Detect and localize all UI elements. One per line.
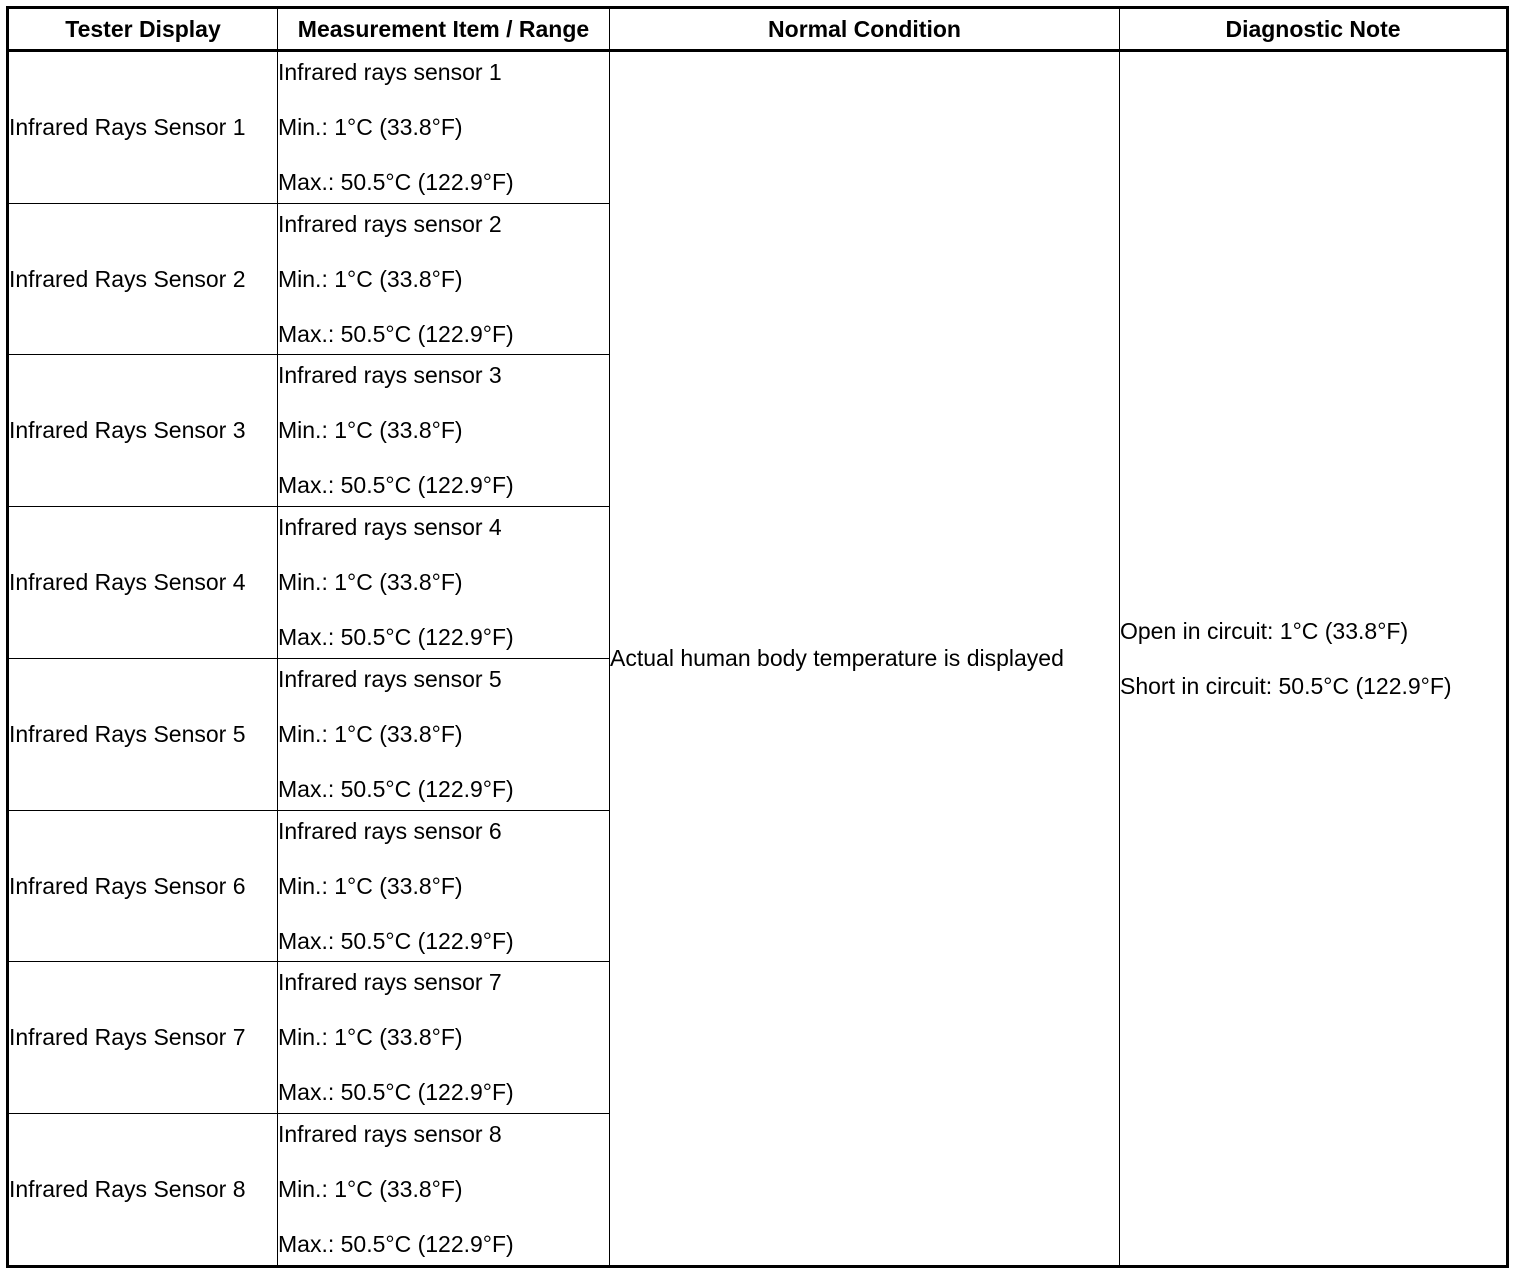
measurement-item: Infrared rays sensor 1 (278, 58, 502, 85)
normal-condition-cell: Actual human body temperature is displayed (610, 51, 1120, 1267)
table-row (8, 51, 1508, 204)
measurement-cell (278, 203, 610, 355)
measurement-max: Max.: 50.5°C (122.9°F) (278, 472, 514, 499)
diagnostic-note-cell (1120, 51, 1508, 1267)
header-tester-display: Tester Display (8, 8, 278, 51)
measurement-cell (278, 355, 610, 507)
measurement-min: Min.: 1°C (33.8°F) (278, 265, 463, 292)
measurement-item: Infrared rays sensor 4 (278, 514, 502, 541)
measurement-cell (278, 51, 610, 204)
measurement-item: Infrared rays sensor 8 (278, 1121, 502, 1148)
tester-display-cell: Infrared Rays Sensor 1 (8, 51, 278, 204)
measurement-max: Max.: 50.5°C (122.9°F) (278, 1231, 514, 1258)
measurement-min: Min.: 1°C (33.8°F) (278, 1024, 463, 1051)
measurement-item: Infrared rays sensor 6 (278, 817, 502, 844)
measurement-cell (278, 810, 610, 962)
measurement-item: Infrared rays sensor 7 (278, 969, 502, 996)
tester-display-cell: Infrared Rays Sensor 4 (8, 507, 278, 659)
header-normal-condition: Normal Condition (610, 8, 1120, 51)
measurement-min: Min.: 1°C (33.8°F) (278, 720, 463, 747)
measurement-max: Max.: 50.5°C (122.9°F) (278, 927, 514, 954)
tester-display-cell: Infrared Rays Sensor 2 (8, 203, 278, 355)
measurement-max: Max.: 50.5°C (122.9°F) (278, 775, 514, 802)
measurement-cell (278, 658, 610, 810)
measurement-item: Infrared rays sensor 3 (278, 362, 502, 389)
header-diagnostic-note: Diagnostic Note (1120, 8, 1508, 51)
measurement-cell (278, 1114, 610, 1267)
measurement-max: Max.: 50.5°C (122.9°F) (278, 168, 514, 195)
measurement-min: Min.: 1°C (33.8°F) (278, 1176, 463, 1203)
measurement-min: Min.: 1°C (33.8°F) (278, 569, 463, 596)
measurement-min: Min.: 1°C (33.8°F) (278, 872, 463, 899)
note-short-circuit: Short in circuit: 50.5°C (122.9°F) (1120, 672, 1452, 699)
tester-display-cell: Infrared Rays Sensor 5 (8, 658, 278, 810)
measurement-min: Min.: 1°C (33.8°F) (278, 417, 463, 444)
tester-display-cell: Infrared Rays Sensor 7 (8, 962, 278, 1114)
measurement-max: Max.: 50.5°C (122.9°F) (278, 624, 514, 651)
measurement-item: Infrared rays sensor 5 (278, 665, 502, 692)
measurement-max: Max.: 50.5°C (122.9°F) (278, 1079, 514, 1106)
tester-display-cell: Infrared Rays Sensor 6 (8, 810, 278, 962)
measurement-item: Infrared rays sensor 2 (278, 210, 502, 237)
measurement-max: Max.: 50.5°C (122.9°F) (278, 320, 514, 347)
note-open-circuit: Open in circuit: 1°C (33.8°F) (1120, 617, 1409, 644)
tester-display-cell: Infrared Rays Sensor 3 (8, 355, 278, 507)
header-row (8, 8, 1508, 51)
header-measurement: Measurement Item / Range (278, 8, 610, 51)
measurement-cell (278, 507, 610, 659)
measurement-cell (278, 962, 610, 1114)
sensor-spec-table (6, 6, 1509, 1268)
measurement-min: Min.: 1°C (33.8°F) (278, 113, 463, 140)
tester-display-cell: Infrared Rays Sensor 8 (8, 1114, 278, 1267)
